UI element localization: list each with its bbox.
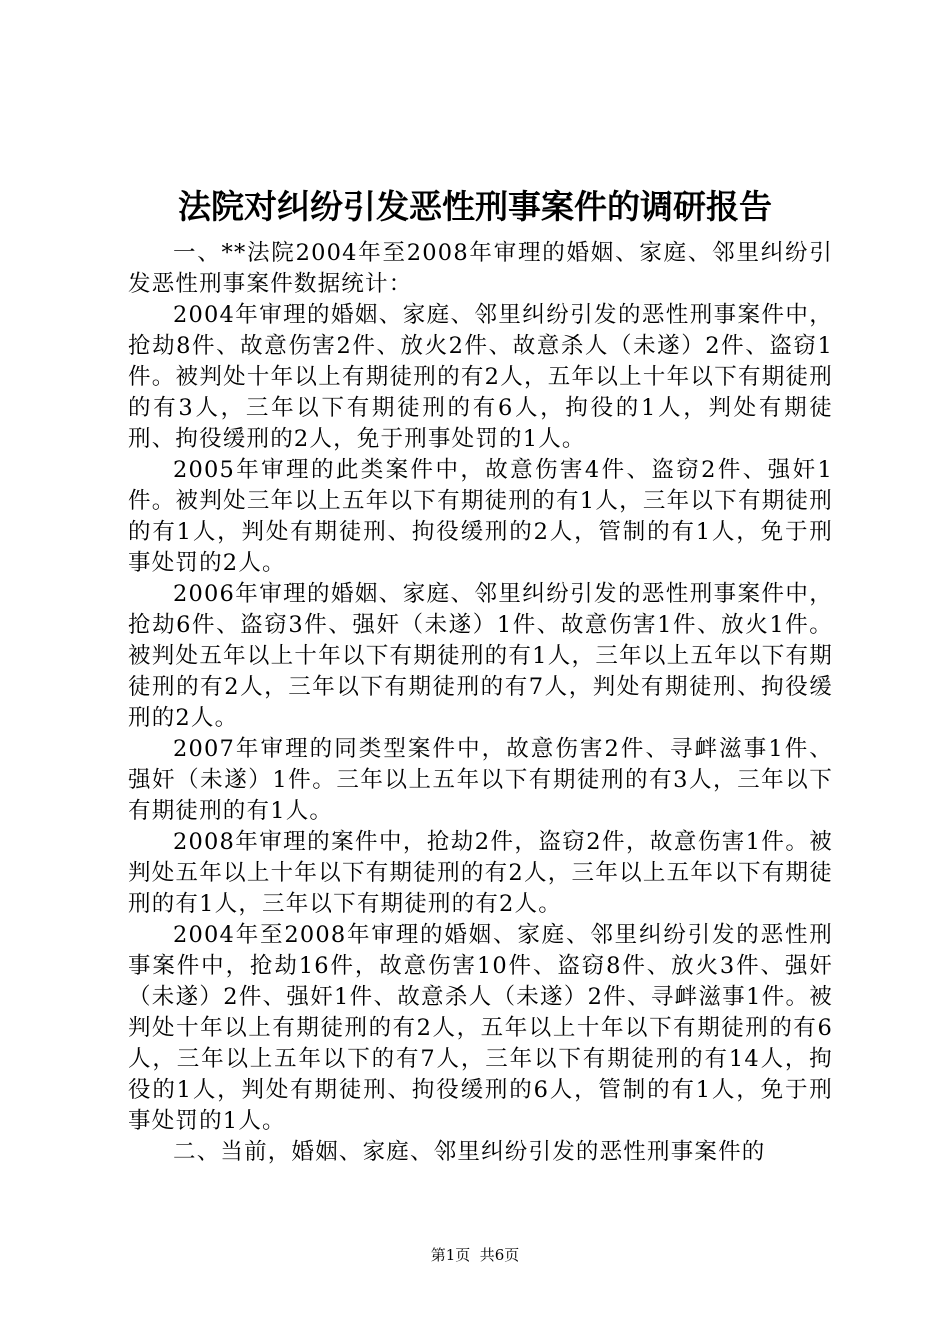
- document-body: [128, 238, 833, 1168]
- paragraph-summary: 2004年至2008年审理的婚姻、家庭、邻里纠纷引发的恶性刑事案件中，抢劫16件，故意伤害10件、盗窃8件、放火3件、强奸（未遂）2件、强奸1件、故意杀人（未遂）2件、寻衅滋事1件。被判处十年以上有期徒刑的有2人，五年以上十年以下有期徒刑的有6人，三年以上五年以下的有7人，三年以下有期徒刑的有14人，拘役的1人，判处有期徒刑、拘役缓刑的6人，管制的有1人，免于刑事处罚的1人。: [128, 922, 833, 1134]
- paragraph-2004: 2004年审理的婚姻、家庭、邻里纠纷引发的恶性刑事案件中，抢劫8件、故意伤害2件、放火2件、故意杀人（未遂）2件、盗窃1件。被判处十年以上有期徒刑的有2人，五年以上十年以下有期徒刑的有3人，三年以下有期徒刑的有6人，拘役的1人，判处有期徒刑、拘役缓刑的2人，免于刑事处罚的1人。: [128, 302, 833, 452]
- page-number-footer: 第1页 共6页: [430, 1246, 520, 1264]
- paragraph-2006: 2006年审理的婚姻、家庭、邻里纠纷引发的恶性刑事案件中，抢劫6件、盗窃3件、强奸（未遂）1件、故意伤害1件、放火1件。被判处五年以上十年以下有期徒刑的有1人，三年以上五年以下有期徒刑的有2人，三年以下有期徒刑的有7人，判处有期徒刑、拘役缓刑的2人。: [128, 581, 833, 731]
- paragraph-2007: 2007年审理的同类型案件中，故意伤害2件、寻衅滋事1件、强奸（未遂）1件。三年以上五年以下有期徒刑的有3人，三年以下有期徒刑的有1人。: [128, 736, 833, 824]
- paragraph-section-two: 二、当前，婚姻、家庭、邻里纠纷引发的恶性刑事案件的: [173, 1139, 766, 1165]
- paragraph-2005: 2005年审理的此类案件中，故意伤害4件、盗窃2件、强奸1件。被判处三年以上五年以下有期徒刑的有1人，三年以下有期徒刑的有1人，判处有期徒刑、拘役缓刑的2人，管制的有1人，免于刑事处罚的2人。: [128, 457, 833, 576]
- document-title: 法院对纠纷引发恶性刑事案件的调研报告: [178, 187, 772, 226]
- paragraph-intro: 一、**法院2004年至2008年审理的婚姻、家庭、邻里纠纷引发恶性刑事案件数据统计：: [128, 240, 833, 297]
- paragraph-2008: 2008年审理的案件中，抢劫2件，盗窃2件，故意伤害1件。被判处五年以上十年以下有期徒刑的有2人，三年以上五年以下有期徒刑的有1人，三年以下有期徒刑的有2人。: [128, 829, 833, 917]
